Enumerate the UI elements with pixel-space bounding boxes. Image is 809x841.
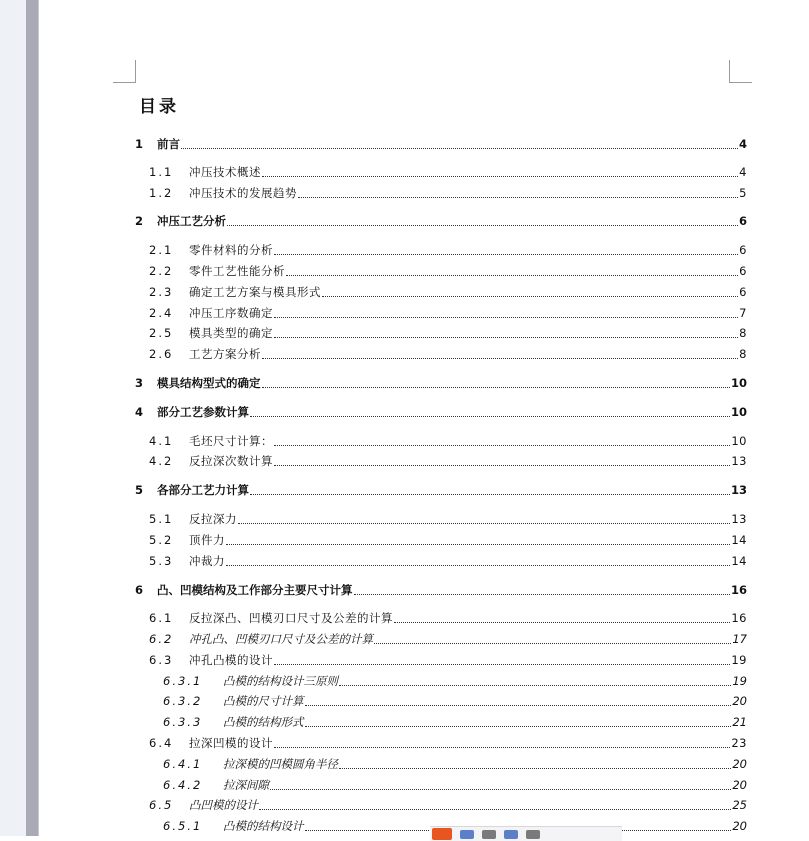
toc-entry-number: 6.4.1	[163, 757, 203, 771]
toc-entry-number: 4	[135, 405, 144, 419]
toc-dot-leader	[262, 358, 738, 359]
toc-subsubsection-entry[interactable]	[163, 694, 747, 709]
toc-page-number: 6	[738, 214, 747, 228]
toc-dot-leader	[270, 789, 731, 790]
toc-entry-number: 6	[135, 583, 144, 597]
toc-entry-title: 部分工艺参数计算	[157, 405, 249, 419]
toc-section-entry[interactable]	[149, 306, 747, 321]
toc-page-number: 7	[739, 306, 747, 320]
toc-section-entry[interactable]	[149, 243, 747, 258]
toc-section-entry[interactable]	[149, 533, 747, 548]
toc-entry-number: 4.1	[149, 434, 174, 448]
toc-entry-title: 冲孔凸、凹模刃口尺寸及公差的计算	[189, 632, 373, 646]
toc-page-number: 19	[732, 674, 747, 688]
settings-icon[interactable]	[526, 830, 540, 839]
toc-section-entry[interactable]	[149, 653, 747, 668]
toc-page-number: 16	[731, 611, 747, 625]
toc-section-entry[interactable]	[149, 736, 747, 751]
toc-dot-leader	[305, 705, 732, 706]
toc-page-number: 20	[732, 778, 747, 792]
toc-page-number: 16	[730, 583, 747, 597]
toc-page-number: 8	[739, 326, 747, 340]
toc-entry-number: 5.2	[149, 533, 174, 547]
toc-page-number: 13	[731, 454, 747, 468]
toc-dot-leader	[394, 622, 730, 623]
toc-entry-number: 6.3.1	[163, 674, 203, 688]
toc-entry-number: 6.5	[149, 798, 174, 812]
toc-chapter-entry[interactable]	[135, 214, 747, 229]
toc-section-entry[interactable]	[149, 798, 747, 813]
toc-section-entry[interactable]	[149, 512, 747, 527]
toc-page-number: 20	[732, 694, 747, 708]
toc-entry-number: 6.4.2	[163, 778, 203, 792]
toc-section-entry[interactable]	[149, 264, 747, 279]
toc-entry-title: 毛坯尺寸计算：	[189, 434, 273, 448]
toc-entry-number: 2	[135, 214, 144, 228]
toc-section-entry[interactable]	[149, 347, 747, 362]
toc-chapter-entry[interactable]	[135, 583, 747, 598]
toc-dot-leader	[274, 664, 730, 665]
toc-entry-title: 反拉深次数计算	[189, 454, 273, 468]
toc-entry-number: 5.3	[149, 554, 174, 568]
toc-chapter-entry[interactable]	[135, 376, 747, 391]
toc-entry-title: 工艺方案分析	[189, 347, 261, 361]
toc-dot-leader	[322, 296, 738, 297]
toc-chapter-entry[interactable]	[135, 405, 747, 420]
toc-entry-number: 2.5	[149, 326, 174, 340]
toc-entry-number: 1.2	[149, 186, 174, 200]
toc-entry-title: 零件材料的分析	[189, 243, 273, 257]
toc-dot-leader	[274, 445, 730, 446]
toc-dot-leader	[374, 643, 731, 644]
toc-entry-title: 确定工艺方案与模具形式	[189, 285, 321, 299]
toc-entry-title: 各部分工艺力计算	[157, 483, 249, 497]
toc-entry-title: 零件工艺性能分析	[189, 264, 285, 278]
toc-page-number: 14	[731, 554, 747, 568]
toc-dot-leader	[274, 337, 738, 338]
toc-page-number: 8	[739, 347, 747, 361]
toc-entry-number: 5.1	[149, 512, 174, 526]
toc-chapter-entry[interactable]	[135, 137, 747, 152]
toc-entry-title: 冲裁力	[189, 554, 225, 568]
toc-dot-leader	[298, 197, 738, 198]
app-logo-icon[interactable]	[432, 828, 452, 840]
toc-entry-number: 6.2	[149, 632, 174, 646]
toc-page-number: 6	[739, 285, 747, 299]
toc-entry-title: 反拉深力	[189, 512, 237, 526]
toc-subsubsection-entry[interactable]	[163, 674, 747, 689]
toc-entry-number: 2.1	[149, 243, 174, 257]
toc-dot-leader	[354, 594, 730, 595]
toc-entry-title: 反拉深凸、凹模刃口尺寸及公差的计算	[189, 611, 393, 625]
toc-section-entry[interactable]	[149, 326, 747, 341]
toc-page-number: 25	[732, 798, 747, 812]
toc-dot-leader	[226, 544, 730, 545]
toc-dot-leader	[250, 494, 730, 495]
toc-dot-leader	[339, 768, 731, 769]
toc-dot-leader	[305, 726, 732, 727]
toc-entry-title: 拉深模的凹模圆角半径	[223, 757, 338, 771]
toc-dot-leader	[262, 387, 730, 388]
toc-entry-number: 6.3	[149, 653, 174, 667]
toc-page-number: 13	[731, 512, 747, 526]
toc-page-number: 21	[732, 715, 747, 729]
toc-entry-title: 前言	[157, 137, 180, 151]
toc-entry-number: 3	[135, 376, 144, 390]
toc-entry-title: 凸模的结构形式	[223, 715, 304, 729]
toc-entry-number: 2.4	[149, 306, 174, 320]
toc-dot-leader	[286, 275, 738, 276]
toc-entry-title: 冲孔凸模的设计	[189, 653, 273, 667]
toc-entry-title: 模具类型的确定	[189, 326, 273, 340]
toc-dot-leader	[339, 685, 731, 686]
toc-page-number: 13	[730, 483, 747, 497]
toc-entry-title: 拉深间隙	[223, 778, 269, 792]
toc-dot-leader	[274, 254, 738, 255]
toc-entry-number: 6.1	[149, 611, 174, 625]
toc-page-number: 4	[738, 137, 747, 151]
toc-page-number: 6	[739, 264, 747, 278]
toc-entry-number: 6.4	[149, 736, 174, 750]
toc-chapter-entry[interactable]	[135, 483, 747, 498]
toc-entry-number: 1	[135, 137, 144, 151]
toc-page-number: 10	[731, 434, 747, 448]
toc-page-number: 19	[731, 653, 747, 667]
toc-entry-title: 凸模的结构设计三原则	[223, 674, 338, 688]
toc-dot-leader	[259, 809, 731, 810]
toc-entry-title: 凸、凹模结构及工作部分主要尺寸计算	[157, 583, 353, 597]
toc-entry-title: 冲压技术概述	[189, 165, 261, 179]
toc-entry-title: 顶件力	[189, 533, 225, 547]
toc-section-entry[interactable]	[149, 285, 747, 300]
toc-dot-leader	[274, 465, 730, 466]
toc-page-number: 6	[739, 243, 747, 257]
toc-entry-number: 4.2	[149, 454, 174, 468]
punctuation-icon[interactable]	[482, 830, 496, 839]
toc-page-number: 23	[731, 736, 747, 750]
toc-dot-leader	[181, 148, 738, 149]
keyboard-icon[interactable]	[504, 830, 518, 839]
toc-section-entry[interactable]	[149, 186, 747, 201]
toc-dot-leader	[227, 225, 738, 226]
toc-page-number: 14	[731, 533, 747, 547]
toc-section-entry[interactable]	[149, 454, 747, 469]
toc-entry-title: 冲压工序数确定	[189, 306, 273, 320]
toc-entry-number: 5	[135, 483, 144, 497]
toc-subsubsection-entry[interactable]	[163, 715, 747, 730]
toc-page-number: 20	[732, 819, 747, 833]
toc-entry-title: 凸模的尺寸计算	[223, 694, 304, 708]
toc-title: 目录	[139, 97, 179, 117]
toc-entry-title: 凸凹模的设计	[189, 798, 258, 812]
toc-entry-title: 模具结构型式的确定	[157, 376, 261, 390]
toc-section-entry[interactable]	[149, 434, 747, 449]
toc-subsubsection-entry[interactable]	[163, 757, 747, 772]
toc-page-number: 20	[732, 757, 747, 771]
toc-dot-leader	[274, 317, 738, 318]
toc-dot-leader	[250, 416, 730, 417]
toc-section-entry[interactable]	[149, 611, 747, 626]
toc-entry-number: 2.3	[149, 285, 174, 299]
toc-entry-title: 冲压技术的发展趋势	[189, 186, 297, 200]
toc-page-number: 10	[730, 376, 747, 390]
toc-page-number: 10	[730, 405, 747, 419]
toc-page-number: 4	[739, 165, 747, 179]
toc-dot-leader	[226, 565, 730, 566]
toc-section-entry[interactable]	[149, 165, 747, 180]
chinese-input-icon[interactable]	[460, 830, 474, 839]
toc-section-entry[interactable]	[149, 632, 747, 647]
toc-entry-number: 2.6	[149, 347, 174, 361]
toc-page-number: 17	[732, 632, 747, 646]
toc-page-number: 5	[739, 186, 747, 200]
toc-dot-leader	[238, 523, 730, 524]
toc-entry-number: 6.3.2	[163, 694, 203, 708]
toc-entry-title: 凸模的结构设计	[223, 819, 304, 833]
toc-dot-leader	[262, 176, 738, 177]
toc-entry-title: 冲压工艺分析	[157, 214, 226, 228]
toc-entry-number: 6.3.3	[163, 715, 203, 729]
toc-entry-number: 1.1	[149, 165, 174, 179]
toc-entry-number: 6.5.1	[163, 819, 203, 833]
toc-subsubsection-entry[interactable]	[163, 778, 747, 793]
toc-entry-number: 2.2	[149, 264, 174, 278]
toc-section-entry[interactable]	[149, 554, 747, 569]
floating-toolbar[interactable]	[430, 826, 622, 841]
toc-dot-leader	[274, 747, 730, 748]
toc-entry-title: 拉深凹模的设计	[189, 736, 273, 750]
